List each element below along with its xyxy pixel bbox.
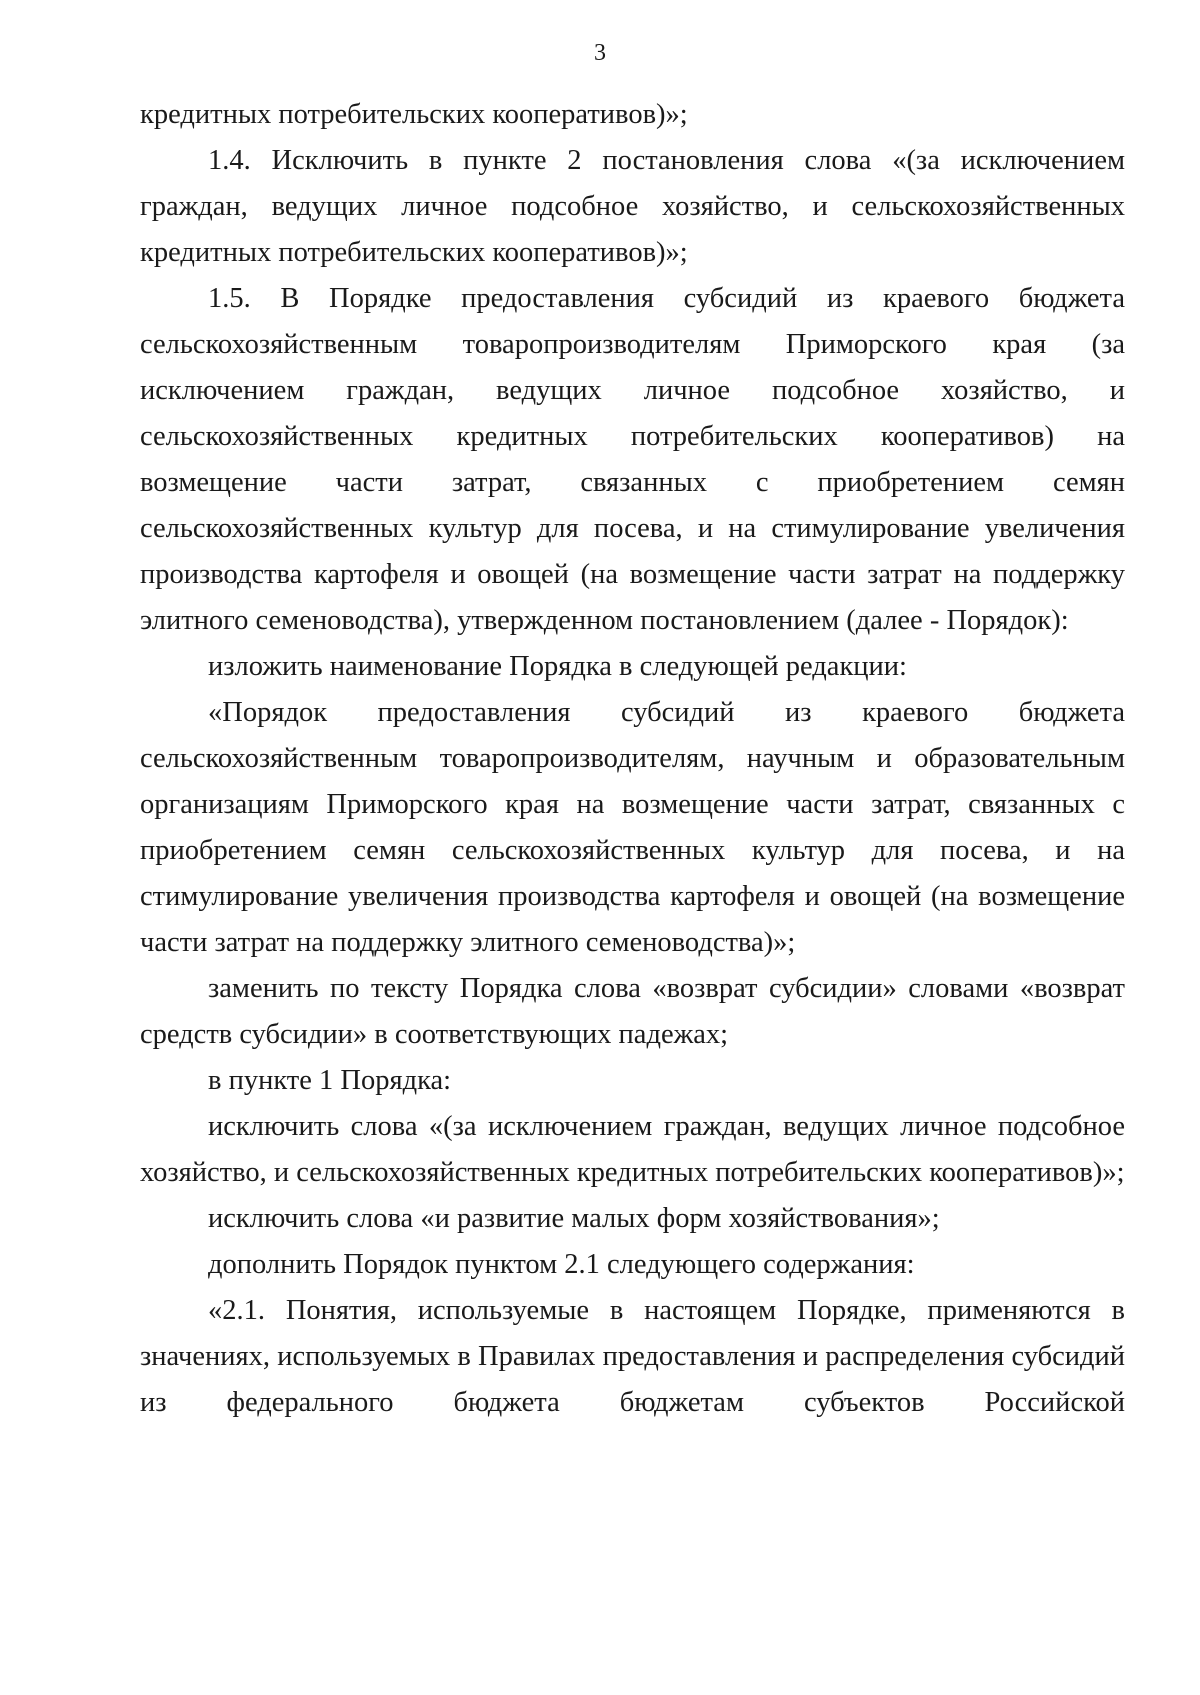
paragraph-continuation: кредитных потребительских кооперативов)»;: [140, 99, 688, 130]
paragraph-point-2-1: «2.1. Понятия, используемые в настоящем Порядке, применяются в значениях, используемых в Правилах предоставления и распределения субсидий из федерального бюджета бюджетам субъектов Российской: [140, 1295, 1125, 1418]
paragraph-rename-order: изложить наименование Порядка в следующей редакции:: [208, 651, 907, 682]
paragraph-order-title: «Порядок предоставления субсидий из краевого бюджета сельскохозяйственным товаропроизводителям, научным и образовательным организациям Приморского края на возмещение части затрат, связанных с приобретением семян сельскохозяйственных культур для посева, и на стимулирование увеличения производства картофеля и овощей (на возмещение части затрат на поддержку элитного семеноводства)»;: [140, 697, 1125, 958]
paragraph-add-point-2-1: дополнить Порядок пунктом 2.1 следующего содержания:: [208, 1249, 915, 1280]
document-body: [140, 92, 1125, 1426]
paragraph-1-5: 1.5. В Порядке предоставления субсидий из краевого бюджета сельскохозяйственным товаропроизводителям Приморского края (за исключением граждан, ведущих личное подсобное хозяйство, и сельскохозяйственных кредитных потребительских кооперативов) на возмещение части затрат, связанных с приобретением семян сельскохозяйственных культур для посева, и на стимулирование увеличения производства картофеля и овощей (на возмещение части затрат на поддержку элитного семеноводства), утвержденном постановлением (далее - Порядок):: [140, 283, 1125, 636]
paragraph-exclude-words-1: исключить слова «(за исключением граждан, ведущих личное подсобное хозяйство, и сельскохозяйственных кредитных потребительских кооперативов)»;: [140, 1111, 1125, 1188]
paragraph-replace-words: заменить по тексту Порядка слова «возврат субсидии» словами «возврат средств субсидии» в соответствующих падежах;: [140, 973, 1125, 1050]
paragraph-exclude-words-2: исключить слова «и развитие малых форм хозяйствования»;: [208, 1203, 940, 1234]
page-number: 3: [594, 40, 606, 66]
paragraph-1-4: 1.4. Исключить в пункте 2 постановления слова «(за исключением граждан, ведущих личное подсобное хозяйство, и сельскохозяйственных кредитных потребительских кооперативов)»;: [140, 145, 1125, 268]
paragraph-point-1: в пункте 1 Порядка:: [208, 1065, 452, 1096]
